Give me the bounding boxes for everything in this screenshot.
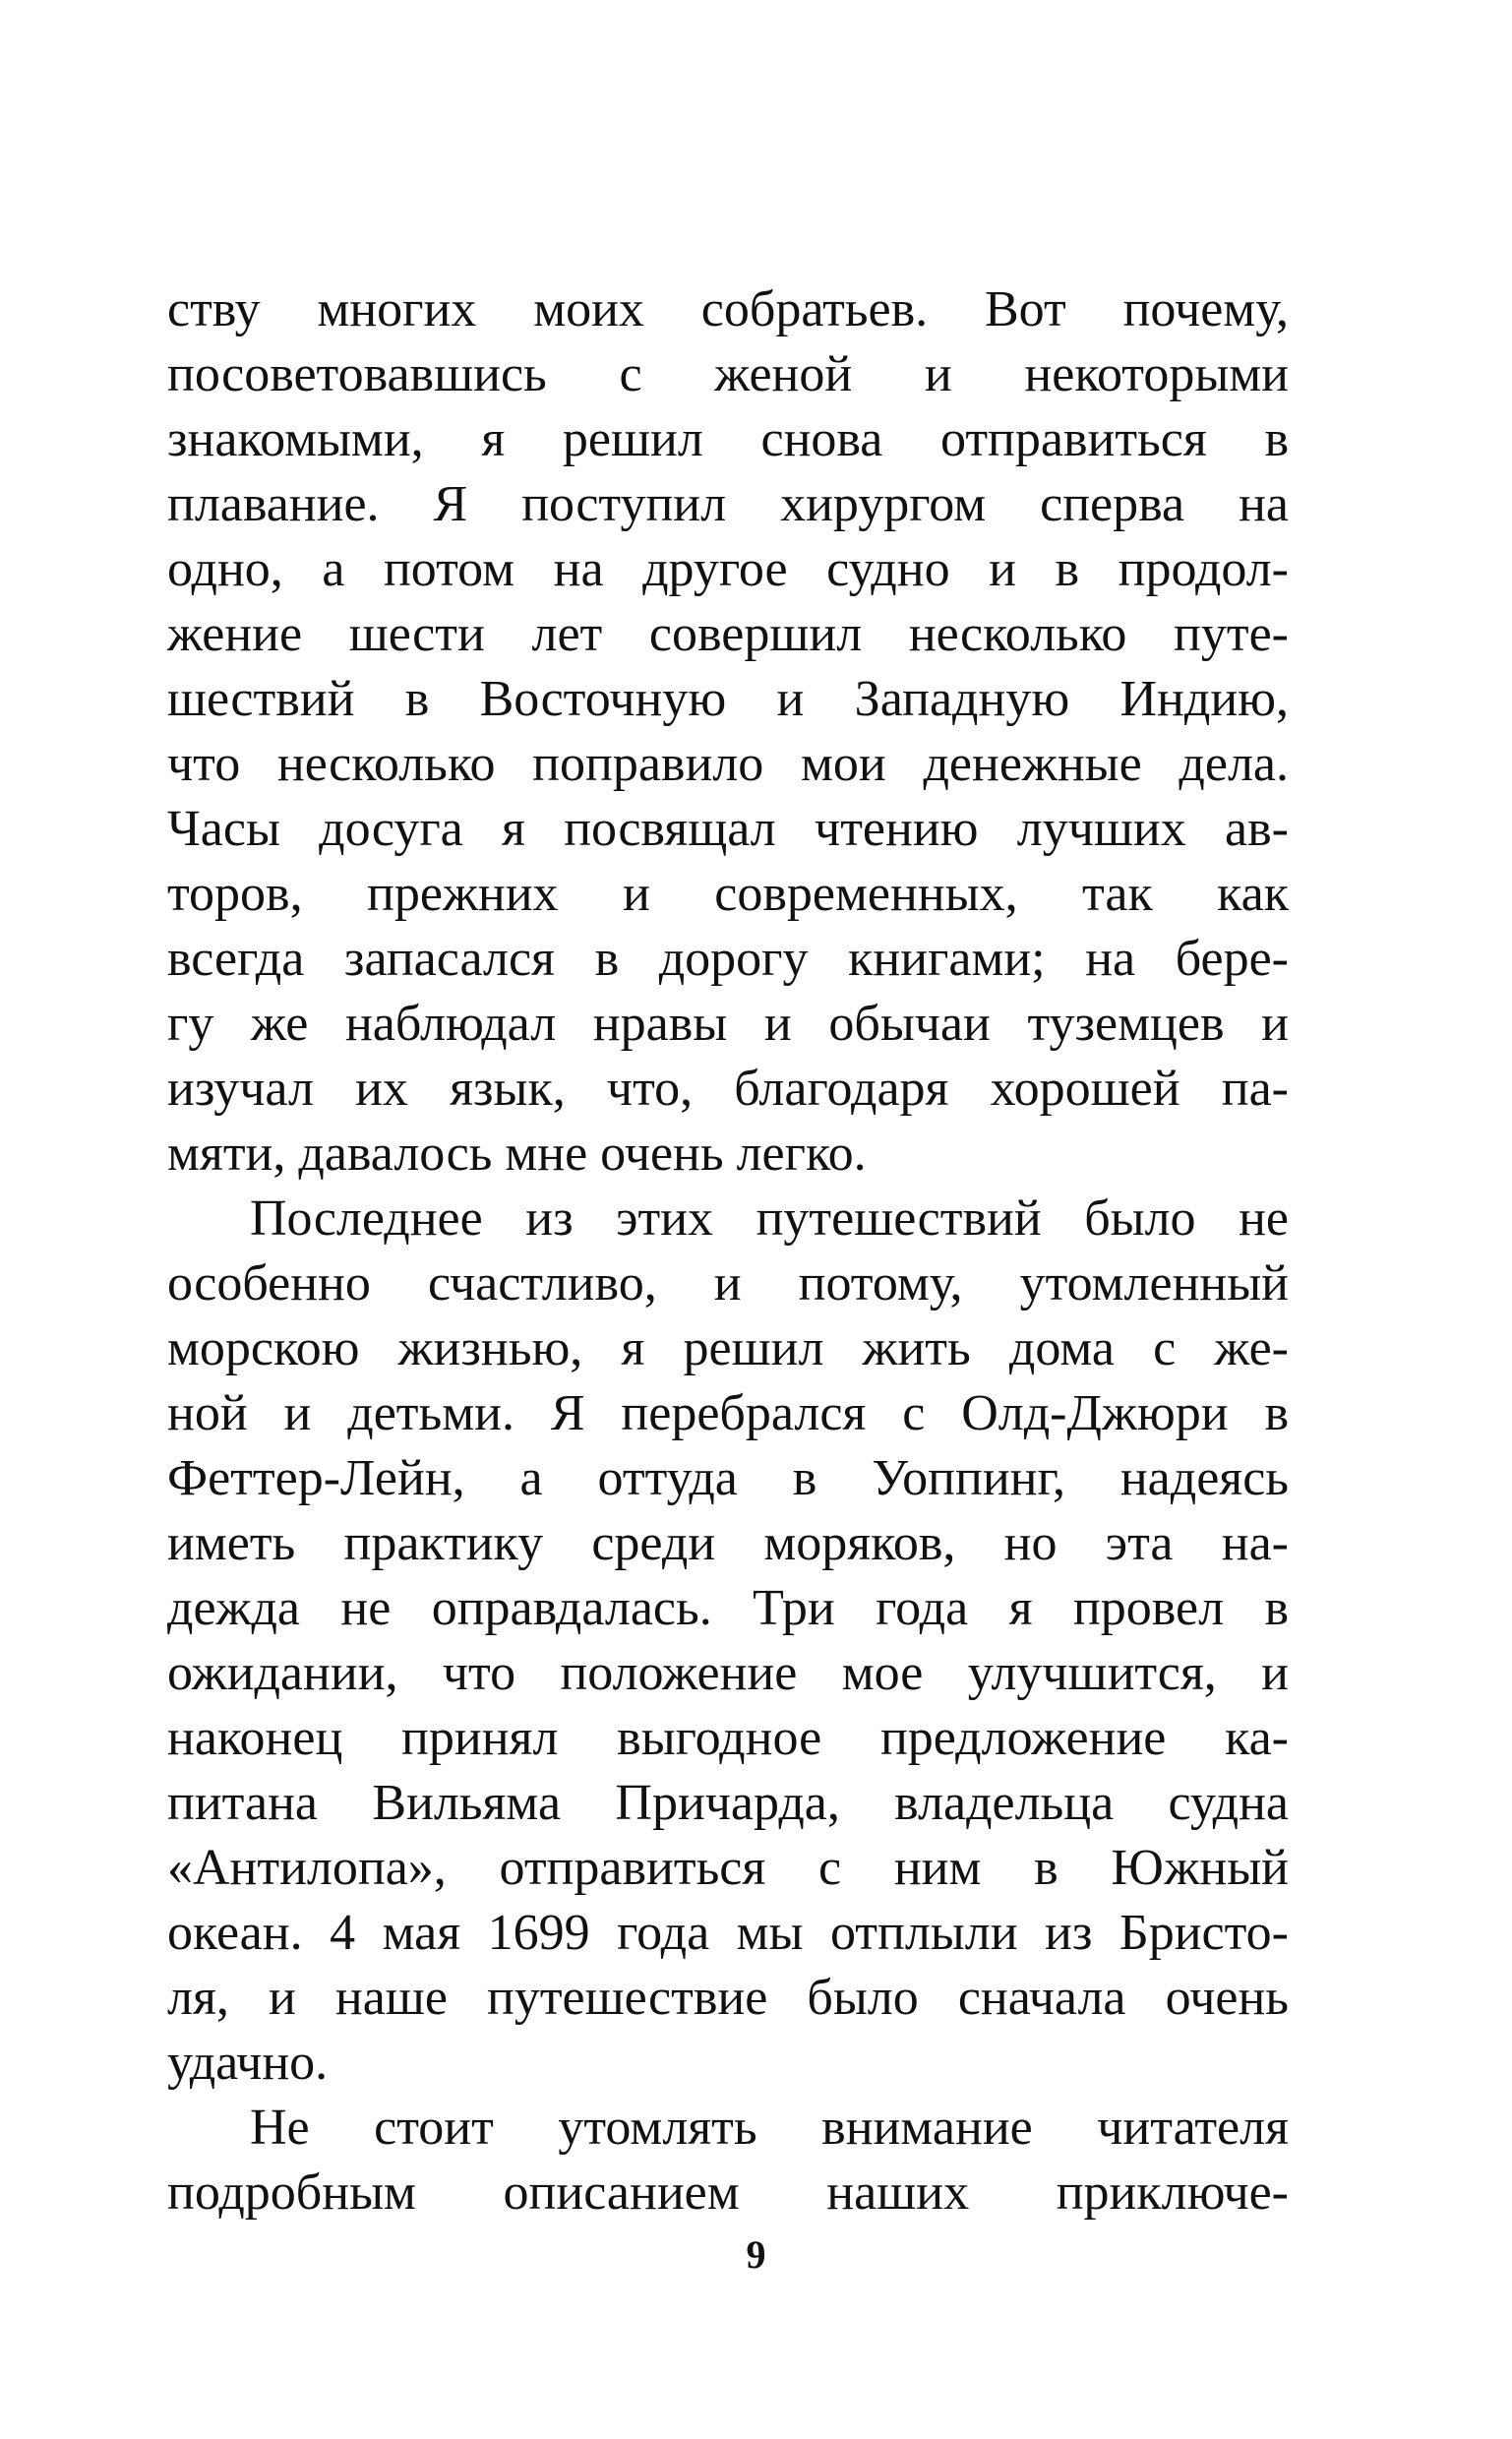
text-line: подробным описанием наших приключе- — [167, 2165, 1289, 2221]
text-line: ной и детьми. Я перебрался с Олд-Джюри в — [167, 1385, 1289, 1441]
text-line: жение шести лет совершил несколько путе- — [167, 606, 1289, 662]
text-line: ожидании, что положение мое улучшится, и — [167, 1645, 1289, 1701]
text-line: ству многих моих собратьев. Вот почему, — [167, 281, 1289, 337]
text-line: одно, а потом на другое судно и в продол- — [167, 541, 1289, 597]
text-line: всегда запасался в дорогу книгами; на бере- — [167, 931, 1289, 987]
text-line: знакомыми, я решил снова отправиться в — [167, 411, 1289, 467]
page-number: 9 — [746, 2232, 766, 2277]
text-line: дежда не оправдалась. Три года я провел в — [167, 1580, 1289, 1636]
text-line: гу же наблюдал нравы и обычаи туземцев и — [167, 996, 1289, 1052]
text-line: Не стоит утомлять внимание читателя — [250, 2100, 1289, 2156]
text-line: иметь практику среди моряков, но эта на- — [167, 1515, 1289, 1571]
text-line: питана Вильяма Причарда, владельца судна — [167, 1775, 1289, 1831]
text-line: мяти, давалось мне очень легко. — [167, 1126, 867, 1182]
text-line: торов, прежних и современных, так как — [167, 866, 1289, 922]
text-line: удачно. — [167, 2035, 329, 2091]
text-line: особенно счастливо, и потому, утомленный — [167, 1255, 1289, 1311]
text-line: «Антилопа», отправиться с ним в Южный — [167, 1840, 1289, 1896]
text-line: ля, и наше путешествие было сначала очень — [167, 1970, 1289, 2026]
text-line: шествий в Восточную и Западную Индию, — [167, 671, 1289, 727]
text-line: наконец принял выгодное предложение ка- — [167, 1710, 1289, 1766]
text-line: Часы досуга я посвящал чтению лучших ав- — [167, 801, 1289, 857]
text-line: Феттер-Лейн, а оттуда в Уоппинг, надеясь — [167, 1450, 1289, 1506]
text-line: океан. 4 мая 1699 года мы отплыли из Бристо- — [167, 1905, 1289, 1961]
text-line: Последнее из этих путешествий было не — [250, 1190, 1289, 1247]
text-line: изучал их язык, что, благодаря хорошей па- — [167, 1061, 1289, 1117]
body-text — [167, 277, 1289, 2226]
text-line: морскою жизнью, я решил жить дома с же- — [167, 1320, 1289, 1376]
text-line: что несколько поправило мои денежные дела. — [167, 736, 1289, 792]
text-line: посоветовавшись с женой и некоторыми — [167, 346, 1289, 402]
text-line: плавание. Я поступил хирургом сперва на — [167, 476, 1289, 532]
